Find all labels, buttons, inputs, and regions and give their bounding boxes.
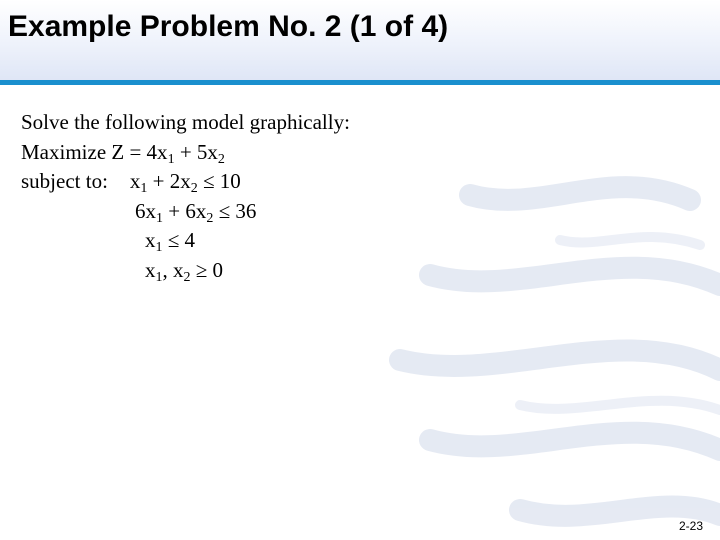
constraint-1-text: x xyxy=(129,169,141,193)
subject-to-label: subject to: xyxy=(21,169,108,193)
slide-title: Example Problem No. 2 (1 of 4) xyxy=(8,10,449,43)
constraint-3-sub-1: 1 xyxy=(155,240,163,255)
problem-statement xyxy=(21,108,350,285)
constraint-1-sub-1: 1 xyxy=(140,181,148,196)
constraint-line-1 xyxy=(21,167,350,197)
objective-line xyxy=(21,138,350,168)
header-accent-rule xyxy=(0,80,720,85)
constraint-4-sub-1: 1 xyxy=(155,269,163,285)
constraint-2-text-mid: + 6x xyxy=(163,198,207,223)
objective-text: Maximize Z = 4x xyxy=(21,139,168,164)
intro-line xyxy=(21,108,350,138)
constraint-line-4 xyxy=(145,256,350,286)
constraint-1-text-mid: + 2x xyxy=(147,169,191,193)
objective-text-mid: + 5x xyxy=(174,139,218,164)
objective-subscript-2: 2 xyxy=(217,151,225,167)
slide-header xyxy=(0,0,720,80)
constraint-3-text-end: ≤ 4 xyxy=(162,228,196,252)
constraint-4-text: x xyxy=(145,257,156,282)
constraint-2-text-end: ≤ 36 xyxy=(213,198,257,223)
constraint-3-text: x xyxy=(145,228,156,252)
constraint-line-2 xyxy=(135,197,350,227)
constraint-4-sub-2: 2 xyxy=(183,269,191,285)
constraint-1-sub-2: 2 xyxy=(190,181,198,196)
constraint-4-text-end: ≥ 0 xyxy=(190,257,224,282)
constraint-2-sub-2: 2 xyxy=(206,210,214,226)
constraint-line-3 xyxy=(145,226,350,256)
constraint-2-sub-1: 1 xyxy=(156,210,163,226)
objective-subscript-1: 1 xyxy=(167,151,175,167)
constraint-1-text-end: ≤ 10 xyxy=(197,169,241,193)
intro-text: Solve the following model graphically: xyxy=(21,110,350,134)
constraint-4-text-mid: , x xyxy=(162,257,184,282)
constraint-2-text: 6x xyxy=(135,198,156,223)
page-number: 2-23 xyxy=(678,519,703,533)
